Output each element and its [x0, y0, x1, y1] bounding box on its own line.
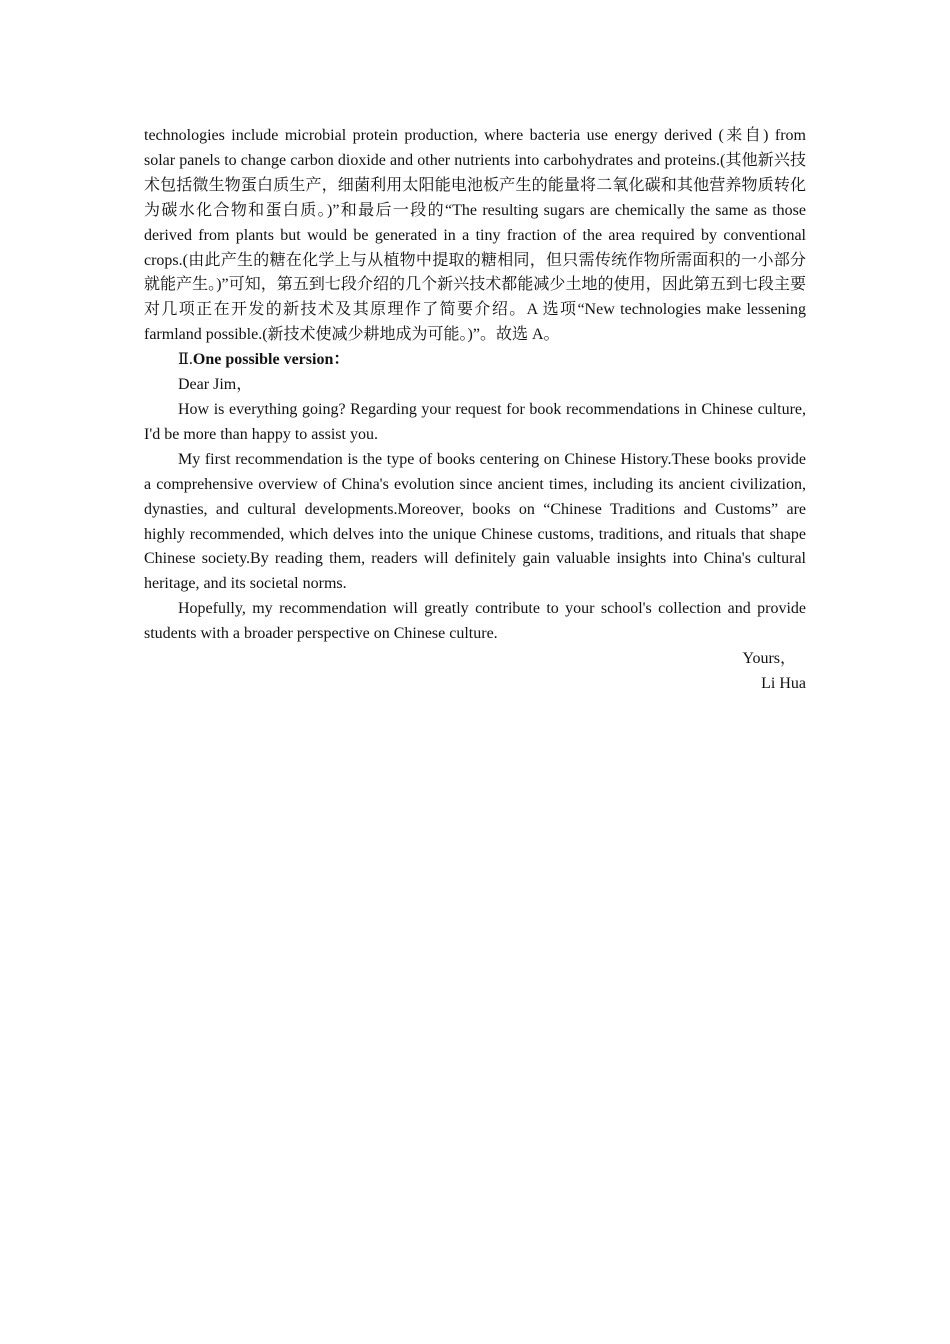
section-heading-text: One possible version： [192, 351, 350, 369]
section-number: Ⅱ. [178, 351, 193, 369]
letter-paragraph-conclusion: Hopefully, my recommendation will greatly contribute to your school's collection and provide students with a broader perspective on Chinese culture. [144, 600, 806, 643]
letter-closing: Yours， [742, 650, 796, 668]
letter-paragraph-intro: How is everything going? Regarding your request for book recommendations in Chinese culture, I'd be more than happy to assist you. [144, 400, 806, 443]
letter-paragraph-recommendation: My first recommendation is the type of books centering on Chinese History.These books provide a comprehensive overview of China's evolution since ancient times, including its ancient civilization, dynasties, and cultural developments.Moreover, books on “Chinese Traditions and Customs” are highly recommended, which delves into the unique Chinese customs, traditions, and rituals that shape Chinese society.By reading them, readers will definitely gain valuable insights into China's cultural heritage, and its societal norms. [144, 450, 806, 593]
letter-signature: Li Hua [761, 674, 806, 692]
answer-explanation-paragraph: technologies include microbial protein production, where bacteria use energy derived (来自) from solar panels to change carbon dioxide and other nutrients into carbohydrates and proteins.(其他新兴技术包括微生物蛋白质生产，细菌利用太阳能电池板产生的能量将二氧化碳和其他营养物质转化为碳水化合物和蛋白质。)”和最后一段的“The resulting sugars are chemically the same as those derived from plants but would be generated in a tiny fraction of the area required by conventional crops.(由此产生的糖在化学上与从植物中提取的糖相同，但只需传统作物所需面积的一小部分就能产生。)”可知，第五到七段介绍的几个新兴技术都能减少土地的使用，因此第五到七段主要对几项正在开发的新技术及其原理作了简要介绍。A 选项“New technologies make lessening farmland possible.(新技术使减少耕地成为可能。)”。故选 A。 [144, 127, 806, 344]
letter-salutation: Dear Jim， [178, 376, 253, 394]
document-page [144, 124, 806, 697]
section-heading [144, 348, 806, 373]
